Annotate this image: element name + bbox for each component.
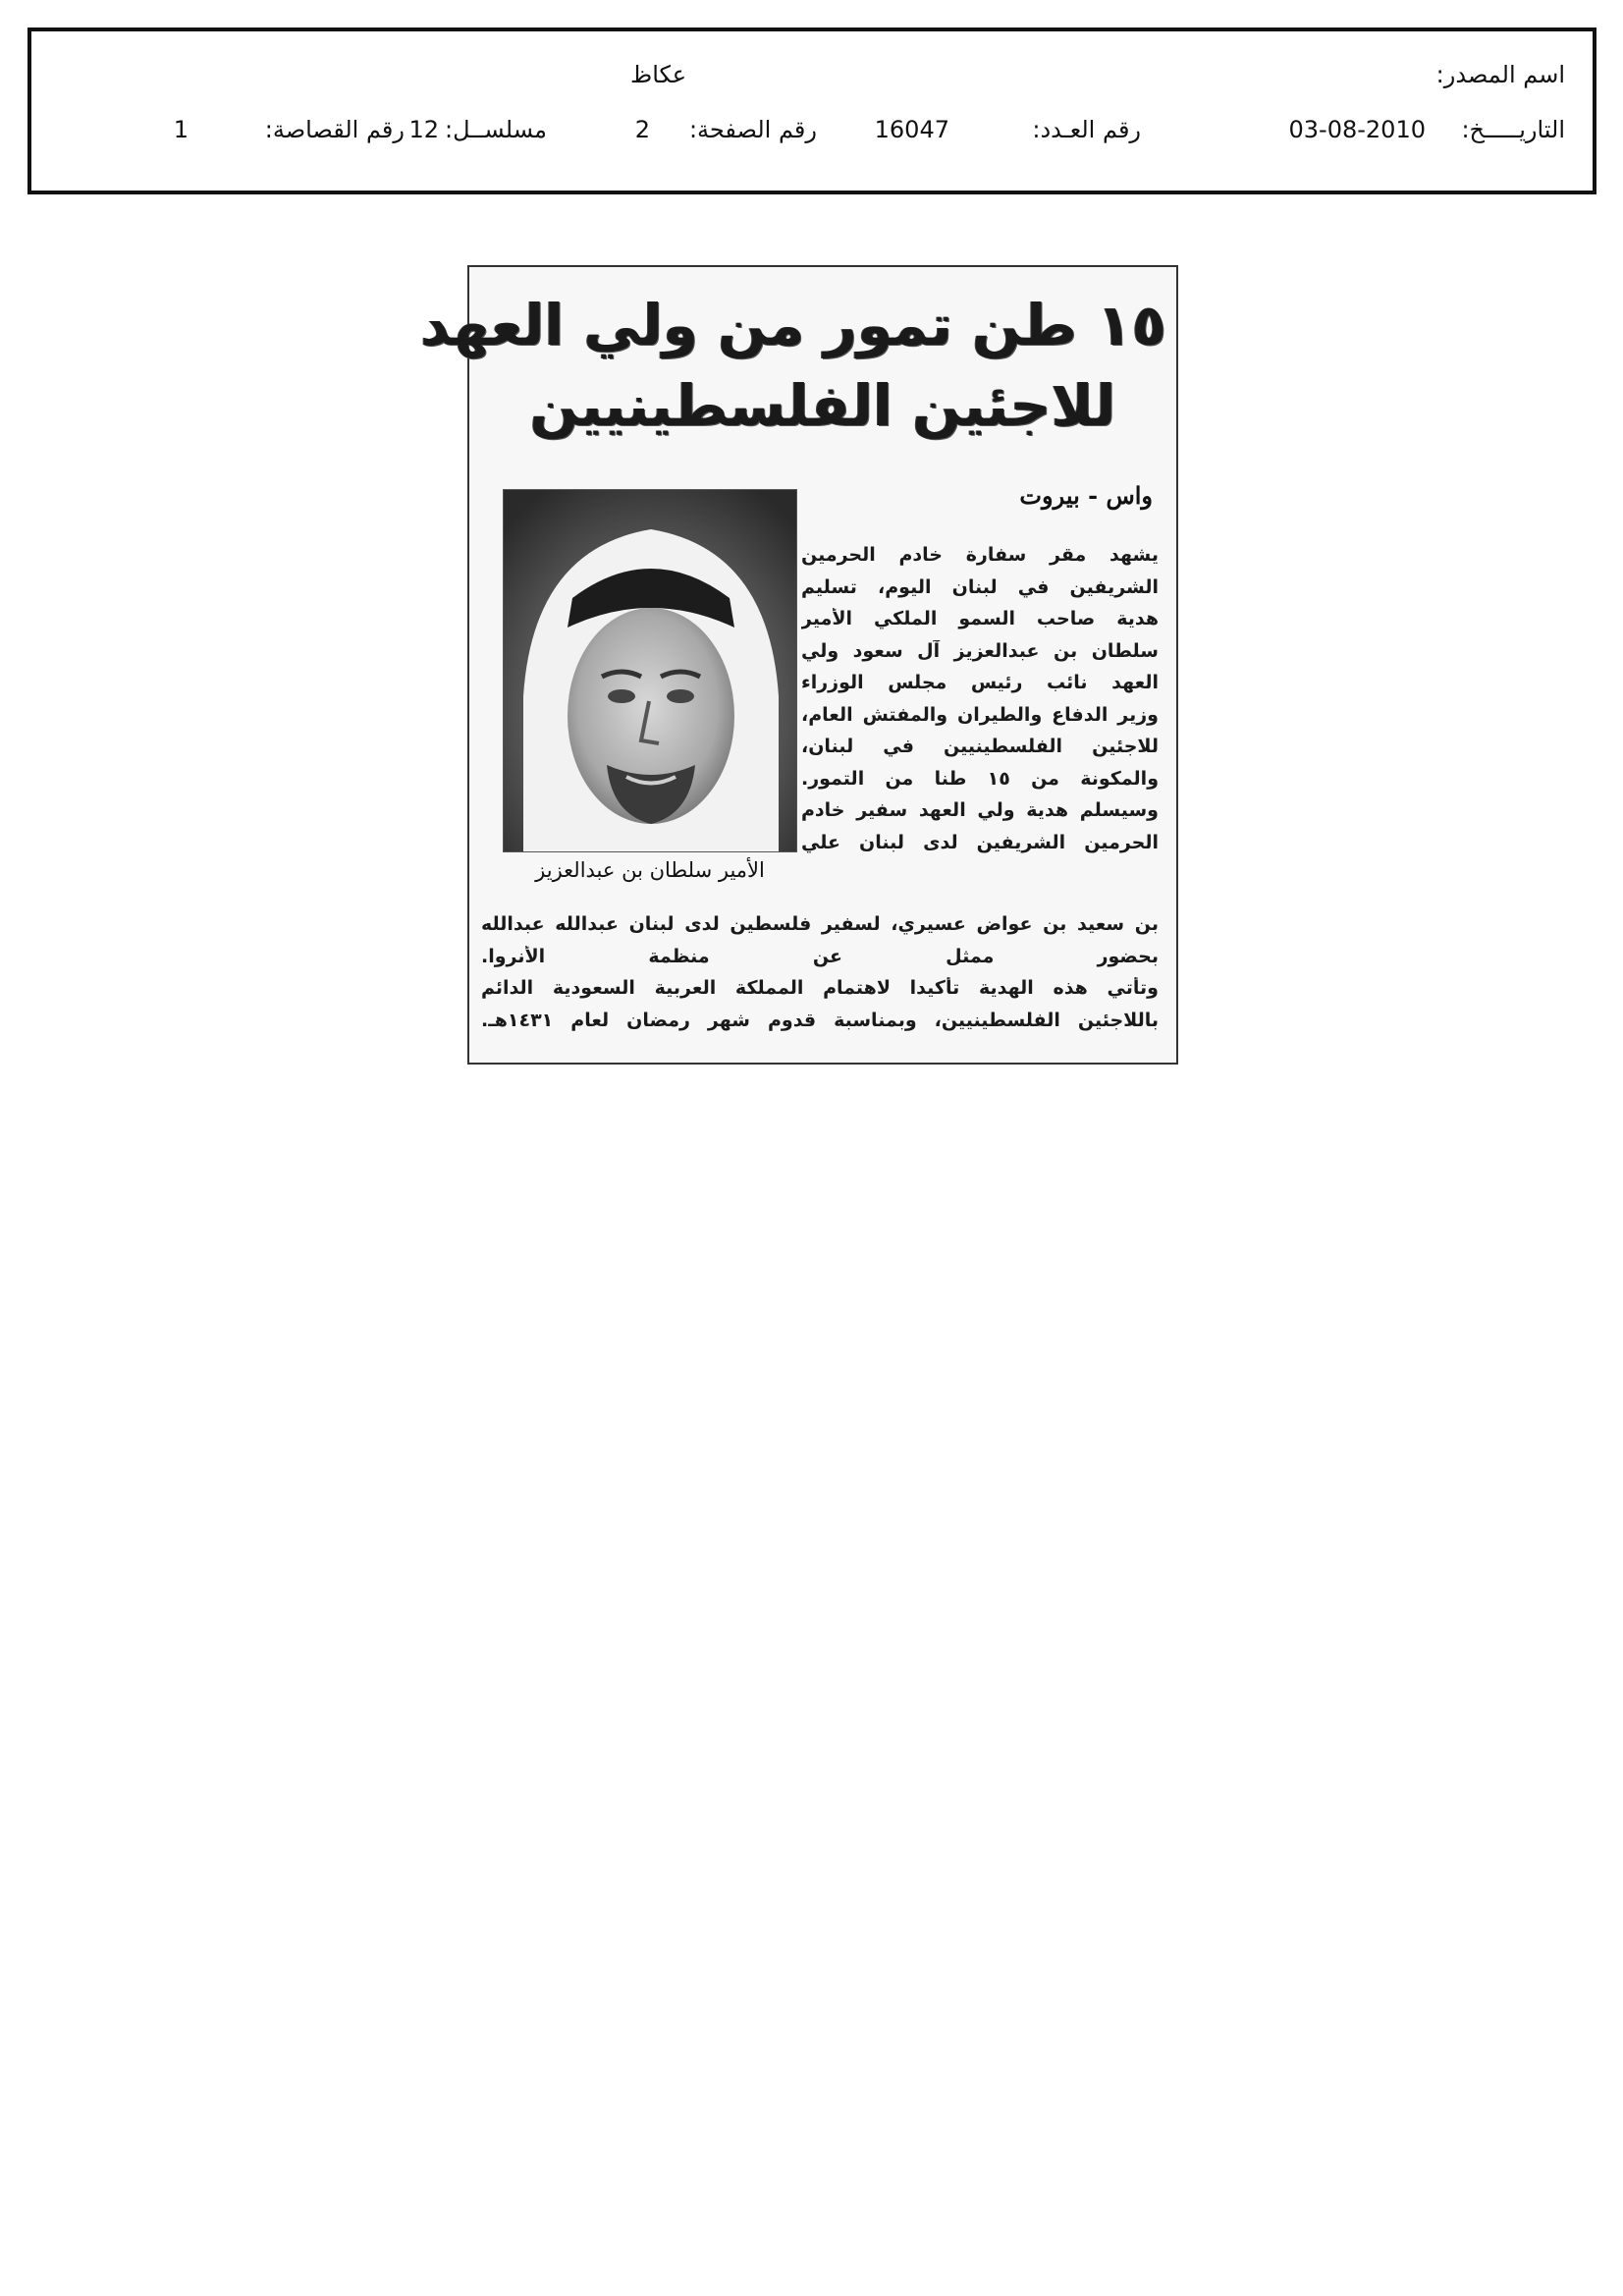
portrait-photo [503, 489, 797, 852]
date-label: التاريـــــخ: [1461, 116, 1565, 143]
body-line: هدية صاحب السمو الملكي الأمير [801, 608, 1159, 629]
issue-value: 16047 [874, 116, 949, 143]
body-line: وتأتي هذه الهدية تأكيدا لاهتمام المملكة العربية السعودية الدائم [481, 977, 1159, 999]
headline-line-1: ١٥ طن تمور من ولي العهد [420, 292, 1166, 358]
body-line: وزير الدفاع والطيران والمفتش العام، [801, 703, 1159, 726]
body-line: بحضور ممثل عن منظمة الأنروا. [481, 945, 1159, 967]
body-line: بن سعيد بن عواض عسيري، لسفير فلسطين لدى لبنان عبدالله عبدالله [481, 913, 1159, 935]
body-line: للاجئين الفلسطينيين في لبنان، [801, 736, 1159, 757]
body-line: الشريفين في لبنان اليوم، تسليم [801, 575, 1159, 598]
body-line: وسيسلم هدية ولي العهد سفير خادم [801, 799, 1159, 821]
body-line: سلطان بن عبدالعزيز آل سعود ولي [801, 639, 1159, 662]
dateline: واس - بيروت [1019, 481, 1153, 510]
source-label: اسم المصدر: [1435, 61, 1565, 88]
body-line: والمكونة من ١٥ طنا من التمور. [801, 767, 1159, 790]
portrait-image [504, 490, 797, 852]
headline-line-2: للاجئين الفلسطينيين [529, 372, 1116, 439]
serial-value: 12 [408, 116, 439, 143]
newspaper-clipping [420, 265, 1178, 1065]
source-value: عكاظ [630, 61, 687, 88]
body-line: باللاجئين الفلسطينيين، وبمناسبة قدوم شهر رمضان لعام ١٤٣١هـ. [481, 1009, 1159, 1031]
clip-number-value: 1 [173, 116, 189, 143]
body-line: العهد نائب رئيس مجلس الوزراء [801, 672, 1159, 693]
photo-caption: الأمير سلطان بن عبدالعزيز [535, 858, 765, 882]
page-label: رقم الصفحة: [688, 116, 817, 143]
body-line: يشهد مقر سفارة خادم الحرمين [801, 544, 1159, 566]
page-value: 2 [634, 116, 650, 143]
metadata-header-box [27, 27, 1596, 194]
issue-label: رقم العـدد: [1032, 116, 1141, 143]
serial-label: مسلســل: [445, 116, 547, 143]
date-value: 03-08-2010 [1288, 116, 1426, 143]
body-line: الحرمين الشريفين لدى لبنان علي [801, 831, 1159, 853]
clip-number-label: رقم القصاصة: [264, 116, 405, 143]
